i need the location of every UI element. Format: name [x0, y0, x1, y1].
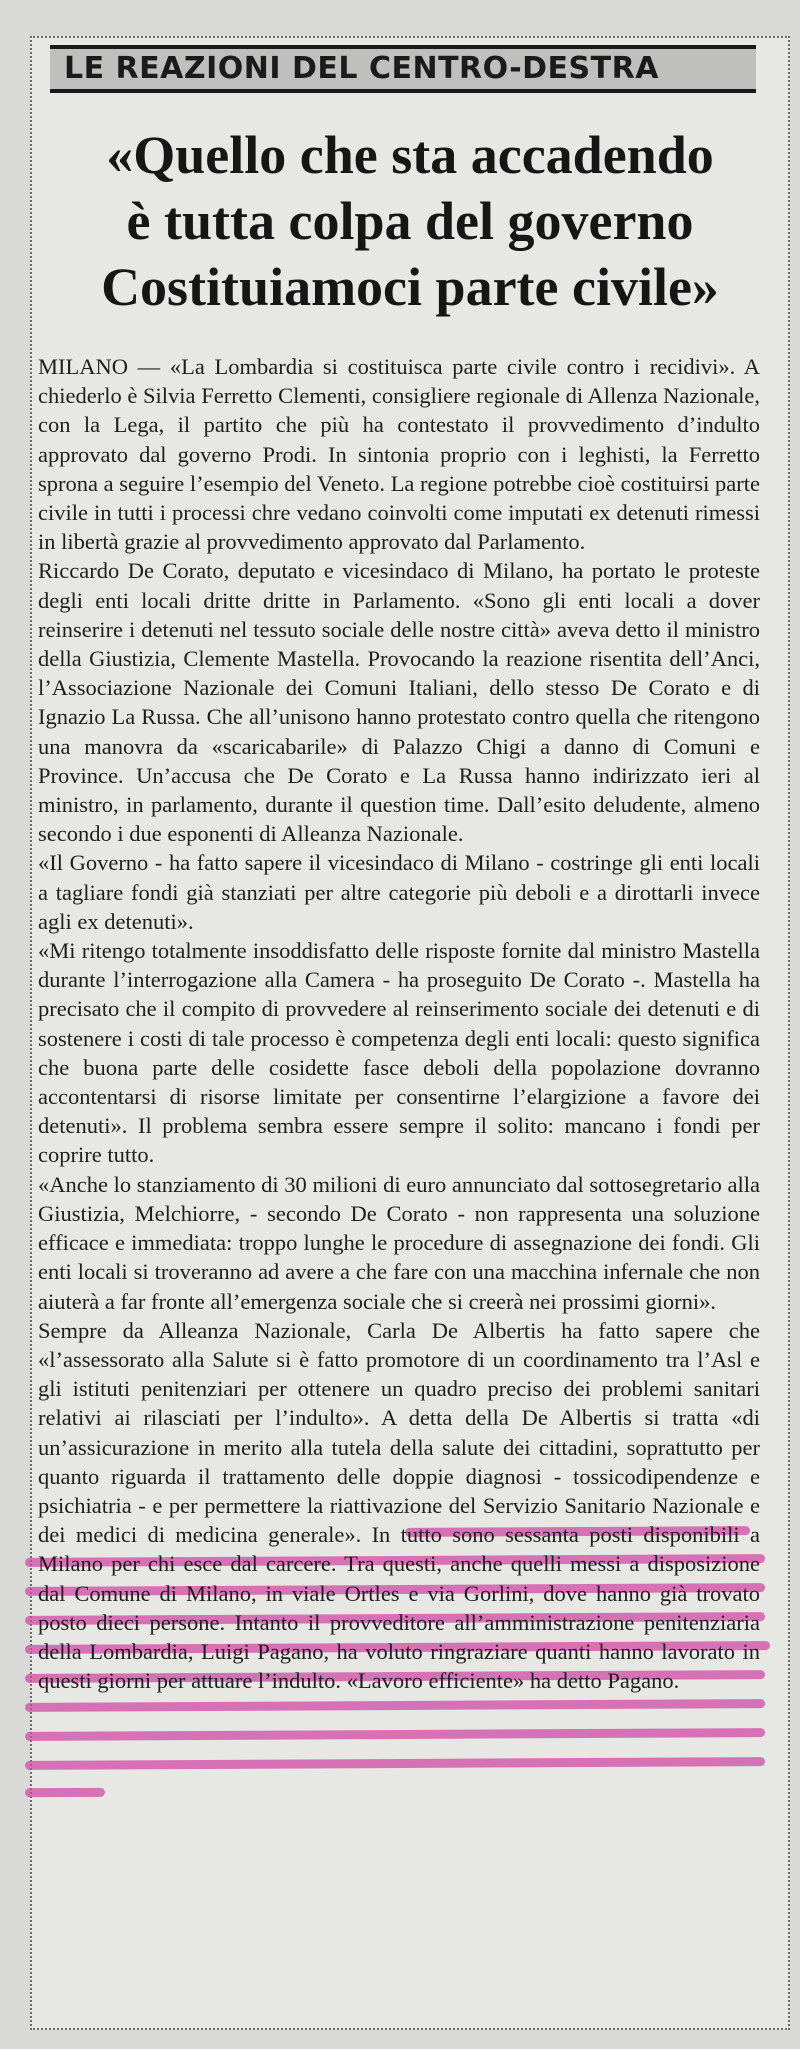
section-kicker: LE REAZIONI DEL CENTRO-DESTRA	[50, 45, 756, 93]
article-paragraph: «Anche lo stanziamento di 30 milioni di euro annunciato dal sottosegretario alla Giustizia, Melchiorre, - secondo De Corato - non rappresenta una soluzione efficace e immediata: troppo lunghe le procedure di assegnazione dei fondi. Gli enti locali si troveranno ad avere a che fare con una macchina infernale che non aiuterà a far fronte all’emergenza sociale che si creerà nei prossimi giorni».	[38, 1171, 760, 1314]
highlight-stroke	[25, 1788, 105, 1797]
article-paragraph: MILANO — «La Lombardia si costituisca parte civile contro i recidivi». A chiederlo è Silvia Ferretto Clementi, consigliere regionale di Allenza Nazionale, con la Lega, il partito che più ha contestato il provvedimento d’indulto approvato dal governo Prodi. In sintonia proprio con i leghisti, la Ferretto sprona a seguire l’esempio del Veneto. La regione potrebbe cioè costituirsi parte civile in tutti i processi chre vedano coinvolti come imputati ex detenuti rimessi in libertà grazie al provvedimento approvato dal Parlamento.	[38, 354, 760, 555]
article-paragraph: Riccardo De Corato, deputato e vicesindaco di Milano, ha portato le proteste degli enti locali dritte dritte in Parlamento. «Sono gli enti locali a dover reinserire i detenuti nel tessuto sociale delle nostre città» aveva detto il ministro della Giustizia, Clemente Mastella. Provocando la reazione risentita dell’Anci, l’Associazione Nazionale dei Comuni Italiani, dello stesso De Corato e di Ignazio La Russa. Che all’unisono hanno protestato contro quella che ritengono una manovra da «scaricabarile» di Palazzo Chigi a danno di Comuni e Province. Un’accusa che De Corato e La Russa hanno indirizzato ieri al ministro, in parlamento, durante il question time. Dall’esito deludente, almeno secondo i due esponenti di Alleanza Nazionale.	[38, 558, 760, 847]
headline-line: è tutta colpa del governo	[126, 191, 694, 251]
article-paragraph: «Mi ritengo totalmente insoddisfatto delle risposte fornite dal ministro Mastella durante l’interrogazione alla Camera - ha proseguito De Corato -. Mastella ha precisato che il compito di provvedere al reinserimento sociale dei detenuti e di sostenere i costi di tale processo è competenza degli enti locali: questo significa che buona parte delle cosidette fasce deboli della popolazione dovranno accontentarsi di risorse limitate per consentirne l’elargizione a favore dei detenuti». Il problema sembra essere sempre il solito: mancano i fondi per coprire tutto.	[38, 938, 760, 1168]
headline-line: «Quello che sta accadendo	[106, 125, 714, 185]
headline-line: Costituiamoci parte civile»	[101, 257, 719, 317]
headline	[40, 122, 780, 320]
article-paragraph: Sempre da Alleanza Nazionale, Carla De Albertis ha fatto sapere che «l’assessorato alla Salute si è fatto promotore di un coordinamento tra l’Asl e gli istituti penitenziari per ottenere un quadro preciso dei problemi sanitari relativi ai rilasciati per l’indulto». A detta della De Albertis si tratta «di un’assicurazione in merito alla tutela della salute dei cittadini, soprattutto per quanto riguarda il trattamento delle doppie diagnosi - tossicodipendenze e psichiatria - e per permettere la riattivazione del Servizio Sanitario Nazionale e dei medici di medicina generale». In tutto sono sessanta posti disponibili a Milano per chi esce dal carcere. Tra questi, anche quelli messi a disposizione dal Comune di Milano, in viale Ortles e via Gorlini, dove hanno già trovato posto dieci persone. Intanto il provveditore all’amministrazione penitenziaria della Lombardia, Luigi Pagano, ha voluto ringraziare quanti hanno lavorato in questi giorni per attuare l’indulto. «Lavoro efficiente» ha detto Pagano.	[38, 1317, 760, 1694]
article-paragraph: «Il Governo - ha fatto sapere il vicesindaco di Milano - costringe gli enti locali a tagliare fondi già stanziati per altre categorie più deboli e a dirottarli invece agli ex detenuti».	[38, 850, 760, 934]
article-body	[38, 352, 760, 1695]
